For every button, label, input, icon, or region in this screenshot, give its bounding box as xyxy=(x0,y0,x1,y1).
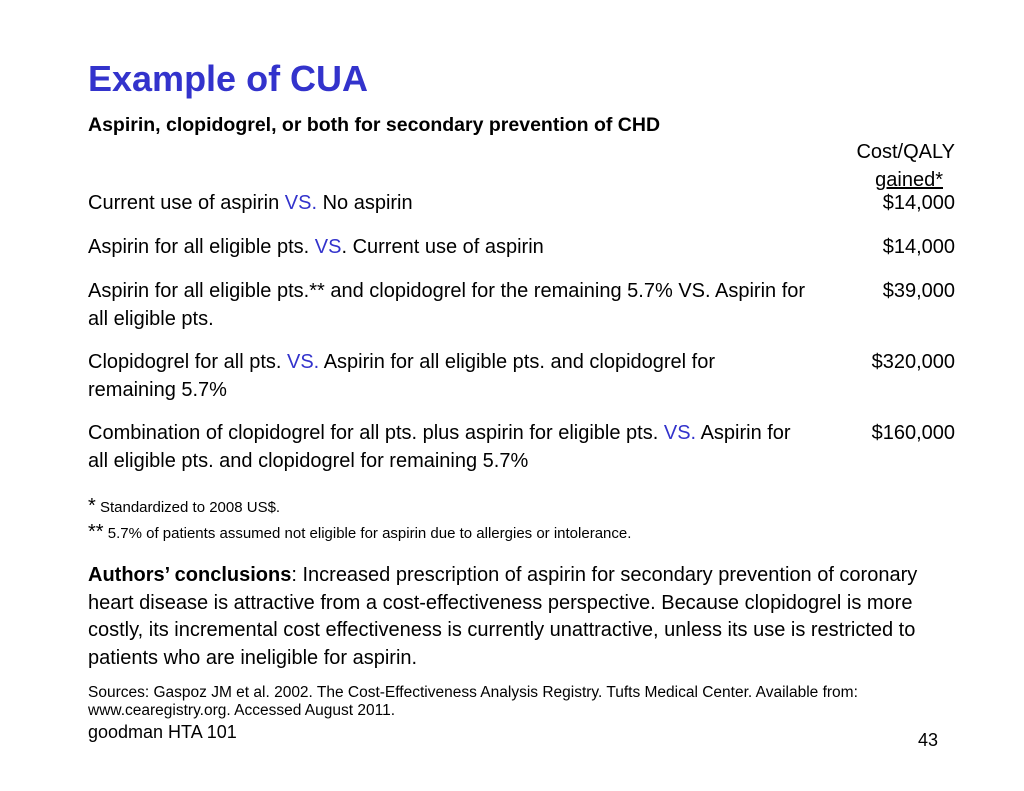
comparison-row-5 xyxy=(88,419,808,475)
authors-conclusions xyxy=(88,562,938,672)
row-text-pre: Clopidogrel for all pts. xyxy=(88,351,287,373)
row-text-post: No aspirin xyxy=(317,192,413,214)
cost-column-header xyxy=(755,138,955,194)
comparison-row-4 xyxy=(88,348,808,404)
cost-value-2: $14,000 xyxy=(882,236,955,258)
footnote-standardized xyxy=(88,495,280,518)
cost-value-1: $14,000 xyxy=(882,192,955,214)
footnote-mark: * xyxy=(88,495,96,517)
cost-column-header-line2: gained* xyxy=(875,169,943,191)
page-number: 43 xyxy=(917,730,938,750)
cost-value-3: $39,000 xyxy=(882,280,955,302)
comparison-row-2 xyxy=(88,233,808,261)
cost-value-4: $320,000 xyxy=(871,351,955,373)
row-text-post: Aspirin for all eligible pts. and clopidogrel for remaining 5.7% xyxy=(88,422,791,472)
cost-value-5: $160,000 xyxy=(871,422,955,444)
footnote-text: 5.7% of patients assumed not eligible for aspirin due to allergies or intolerance. xyxy=(103,525,632,542)
row-text-pre: Aspirin for all eligible pts.** and clopidogrel for the remaining 5.7% VS. Aspirin for all eligible pts. xyxy=(88,280,806,330)
vs-label: VS xyxy=(314,236,342,258)
footnote-eligibility xyxy=(88,521,631,544)
comparison-row-1 xyxy=(88,189,808,217)
footnote-text: Standardized to 2008 US$. xyxy=(95,499,281,516)
vs-label: VS. xyxy=(284,192,318,214)
slide-subtitle: Aspirin, clopidogrel, or both for secondary prevention of CHD xyxy=(88,114,661,136)
vs-label: VS. xyxy=(663,422,697,444)
vs-label: VS. xyxy=(286,351,320,373)
row-text-pre: Current use of aspirin xyxy=(88,192,285,214)
comparison-row-3 xyxy=(88,277,808,333)
row-text-post: . Current use of aspirin xyxy=(341,236,544,258)
cost-column-header-line1: Cost/QALY xyxy=(856,141,955,163)
conclusion-text: : Increased prescription of aspirin for secondary prevention of coronary heart disease is attractive from a cost-effectiveness perspective. Because clopidogrel is more costly, its incremental cost effectiveness is currently unattractive, unless its use is restricted to patients who are ineligible for aspirin. xyxy=(88,564,918,669)
row-text-post: Aspirin for all eligible pts. and clopidogrel for remaining 5.7% xyxy=(88,351,716,401)
row-text-pre: Aspirin for all eligible pts. xyxy=(88,236,315,258)
footer-text: goodman HTA 101 xyxy=(88,722,237,742)
row-text-pre: Combination of clopidogrel for all pts. plus aspirin for eligible pts. xyxy=(88,422,664,444)
footnote-mark: ** xyxy=(88,521,104,543)
slide-title: Example of CUA xyxy=(88,58,369,99)
conclusion-label: Authors’ conclusions xyxy=(88,564,292,586)
sources-citation: Sources: Gaspoz JM et al. 2002. The Cost-Effectiveness Analysis Registry. Tufts Medical Center. Available from: www.cearegistry.org. Accessed August 2011. xyxy=(88,684,858,719)
